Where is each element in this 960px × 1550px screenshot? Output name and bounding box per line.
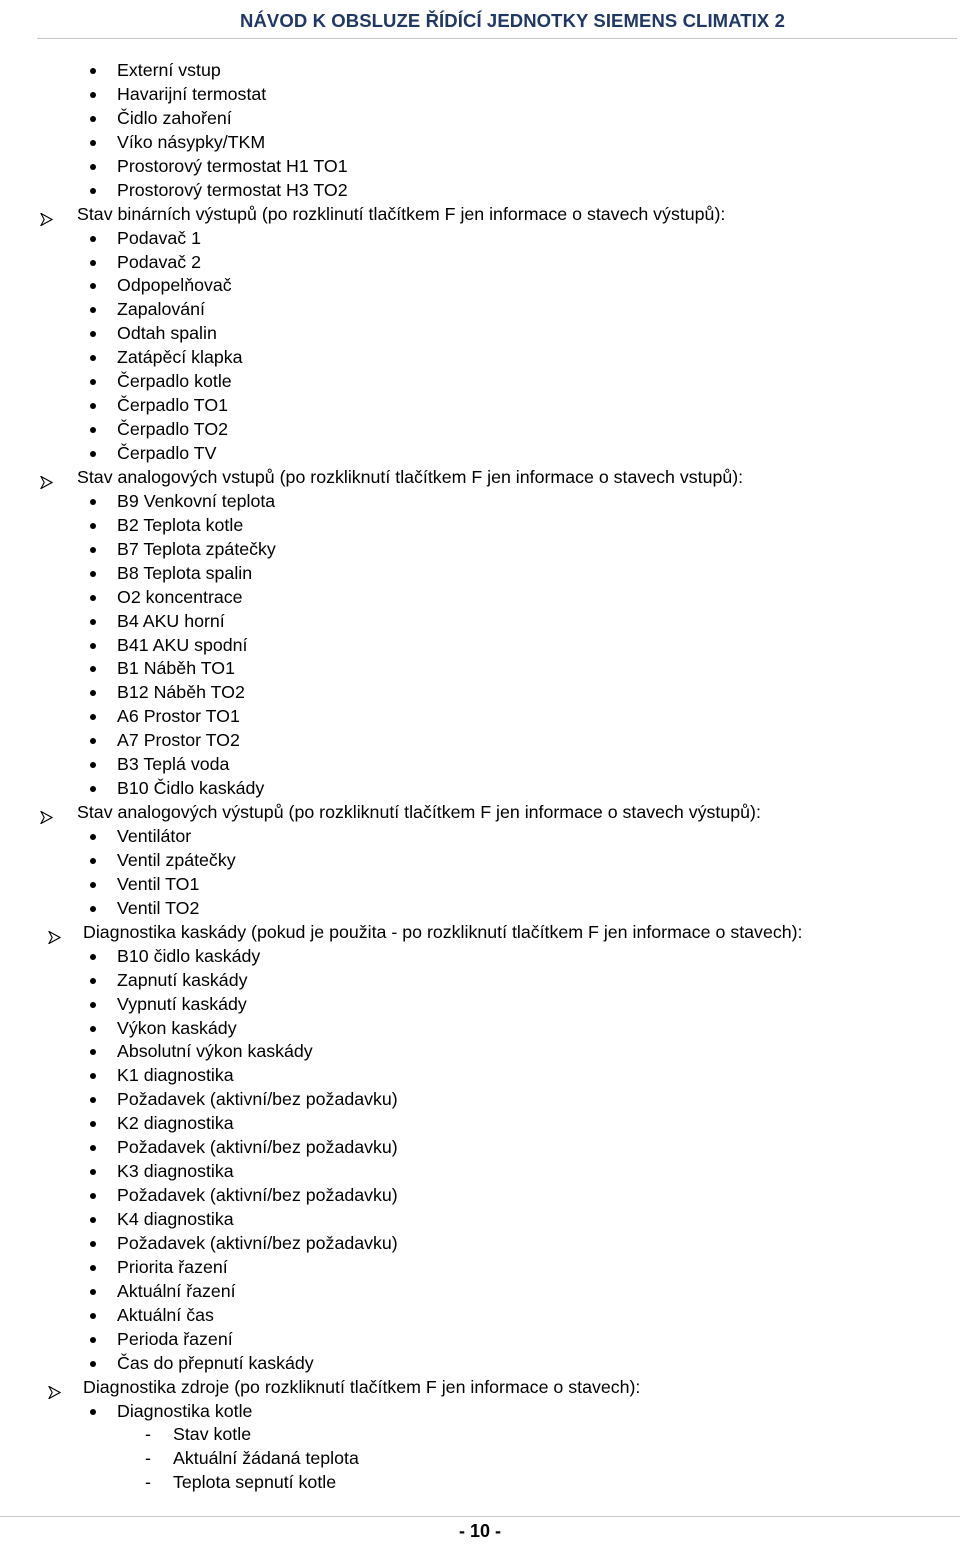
item-text: Podavač 1 — [117, 227, 202, 248]
bullet-icon — [90, 523, 96, 529]
bullet-icon — [90, 1217, 96, 1223]
item-text: Zapalování — [117, 299, 205, 320]
item-text: B41 AKU spodní — [117, 634, 248, 655]
item-text: K1 diagnostika — [117, 1065, 234, 1086]
item-text: Požadavek (aktivní/bez požadavku) — [117, 1185, 398, 1206]
item-text: Ventil TO2 — [117, 897, 200, 918]
list-item — [0, 753, 960, 777]
item-text: Podavač 2 — [117, 251, 202, 272]
item-text: Stav analogových vstupů (po rozkliknutí tlačítkem F jen informace o stavech vstupů): — [77, 466, 744, 487]
list-item — [0, 610, 960, 634]
page-header — [37, 8, 957, 39]
list-item — [0, 131, 960, 155]
list-item — [0, 490, 960, 514]
page-footer — [0, 1516, 960, 1550]
list-item — [0, 179, 960, 203]
bullet-icon — [90, 595, 96, 601]
bullet-icon — [90, 738, 96, 744]
bullet-icon — [90, 188, 96, 194]
bullet-icon — [90, 116, 96, 122]
bullet-icon — [90, 427, 96, 433]
item-text: Vypnutí kaskády — [117, 993, 247, 1014]
item-text: A6 Prostor TO1 — [117, 706, 240, 727]
sub-list-item — [0, 1471, 960, 1495]
list-item — [0, 227, 960, 251]
bullet-icon — [90, 858, 96, 864]
section-heading — [0, 466, 960, 490]
item-text: Čerpadlo TO1 — [117, 395, 229, 416]
list-item — [0, 1304, 960, 1328]
list-item — [0, 681, 960, 705]
bullet-icon — [90, 1313, 96, 1319]
list-item — [0, 251, 960, 275]
list-item — [0, 394, 960, 418]
list-item — [0, 1136, 960, 1160]
item-text: K3 diagnostika — [117, 1161, 234, 1182]
bullet-icon — [90, 762, 96, 768]
section-heading — [0, 1376, 960, 1400]
document-content — [0, 59, 960, 1495]
item-text: Prostorový termostat H3 TO2 — [117, 179, 348, 200]
item-text: Čas do přepnutí kaskády — [117, 1352, 314, 1373]
item-text: Perioda řazení — [117, 1328, 233, 1349]
item-text: Havarijní termostat — [117, 83, 267, 104]
bullet-icon — [90, 164, 96, 170]
item-text: K4 diagnostika — [117, 1209, 234, 1229]
list-item — [0, 969, 960, 993]
item-text: Diagnostika kaskády (pokud je použita - po rozkliknutí tlačítkem F jen informace o stavech): — [83, 921, 803, 942]
section-heading — [0, 203, 960, 227]
bullet-icon — [90, 1241, 96, 1247]
bullet-icon — [90, 786, 96, 792]
list-item — [0, 945, 960, 969]
bullet-icon — [90, 355, 96, 361]
item-text: B2 Teplota kotle — [117, 514, 244, 535]
list-item — [0, 274, 960, 298]
list-item — [0, 993, 960, 1017]
item-text: Externí vstup — [117, 60, 221, 80]
item-text: B12 Náběh TO2 — [117, 682, 245, 703]
list-item — [0, 298, 960, 322]
bullet-icon — [90, 92, 96, 98]
item-text: Teplota sepnutí kotle — [173, 1472, 337, 1493]
bullet-icon — [90, 451, 96, 457]
bullet-icon — [90, 1289, 96, 1295]
bullet-icon — [90, 1361, 96, 1367]
list-item — [0, 849, 960, 873]
sub-list-item — [0, 1423, 960, 1447]
list-item — [0, 1328, 960, 1352]
item-text: Aktuální žádaná teplota — [173, 1448, 359, 1469]
item-text: Ventil zpátečky — [117, 849, 236, 870]
item-text: Požadavek (aktivní/bez požadavku) — [117, 1232, 398, 1253]
list-item — [0, 1112, 960, 1136]
bullet-icon — [90, 690, 96, 696]
list-item — [0, 107, 960, 131]
list-item — [0, 59, 960, 83]
list-item — [0, 825, 960, 849]
bullet-icon — [90, 379, 96, 385]
list-item — [0, 657, 960, 681]
bullet-icon — [90, 834, 96, 840]
bullet-icon — [90, 666, 96, 672]
bullet-icon — [90, 1337, 96, 1343]
list-item — [0, 1280, 960, 1304]
item-text: B7 Teplota zpátečky — [117, 538, 276, 559]
list-item — [0, 155, 960, 179]
list-item — [0, 514, 960, 538]
bullet-icon — [90, 643, 96, 649]
item-text: O2 koncentrace — [117, 586, 243, 607]
bullet-icon — [90, 1049, 96, 1055]
bullet-icon — [90, 714, 96, 720]
list-item — [0, 370, 960, 394]
item-text: Ventil TO1 — [117, 873, 200, 894]
bullet-icon — [90, 1193, 96, 1199]
list-item — [0, 897, 960, 921]
item-text: Stav kotle — [173, 1424, 252, 1445]
item-text: Odpopelňovač — [117, 275, 232, 296]
bullet-icon — [90, 1169, 96, 1175]
item-text: B1 Náběh TO1 — [117, 658, 235, 679]
bullet-icon — [90, 1097, 96, 1103]
dash-bullet-icon: - — [145, 1424, 151, 1445]
list-item — [0, 562, 960, 586]
document-title: NÁVOD K OBSLUZE ŘÍDÍCÍ JEDNOTKY SIEMENS CLIMATIX 2 — [240, 10, 785, 31]
item-text: Prostorový termostat H1 TO1 — [117, 155, 348, 176]
bullet-icon — [90, 331, 96, 337]
item-text: Výkon kaskády — [117, 1017, 237, 1038]
bullet-icon — [90, 571, 96, 577]
item-text: Aktuální řazení — [117, 1280, 236, 1301]
list-item — [0, 1184, 960, 1208]
page-number: - 10 - — [458, 1521, 501, 1541]
list-item — [0, 1352, 960, 1376]
item-text: Ventilátor — [117, 826, 192, 846]
item-text: Víko násypky/TKM — [117, 131, 266, 152]
list-item — [0, 322, 960, 346]
list-item — [0, 873, 960, 897]
list-item — [0, 1208, 960, 1232]
item-text: Požadavek (aktivní/bez požadavku) — [117, 1089, 398, 1110]
item-text: A7 Prostor TO2 — [117, 730, 240, 751]
list-item — [0, 705, 960, 729]
list-item — [0, 83, 960, 107]
list-item — [0, 1088, 960, 1112]
bullet-icon — [90, 954, 96, 960]
bullet-icon — [90, 307, 96, 313]
item-text: Absolutní výkon kaskády — [117, 1041, 313, 1062]
list-item — [0, 1256, 960, 1280]
bullet-icon — [90, 906, 96, 912]
item-text: Čerpadlo kotle — [117, 371, 232, 392]
list-item — [0, 1400, 960, 1424]
item-text: Požadavek (aktivní/bez požadavku) — [117, 1137, 398, 1158]
item-text: B9 Venkovní teplota — [117, 490, 276, 511]
bullet-icon — [90, 1002, 96, 1008]
dash-bullet-icon: - — [145, 1448, 151, 1469]
list-item — [0, 418, 960, 442]
list-item — [0, 442, 960, 466]
dash-bullet-icon: - — [145, 1472, 151, 1493]
item-text: Stav analogových výstupů (po rozkliknutí tlačítkem F jen informace o stavech výstupů): — [77, 802, 761, 823]
bullet-icon — [90, 499, 96, 505]
item-text: B10 Čidlo kaskády — [117, 778, 265, 799]
item-text: Diagnostika kotle — [117, 1400, 253, 1421]
bullet-icon — [90, 882, 96, 888]
section-heading — [0, 801, 960, 825]
bullet-icon — [90, 1121, 96, 1127]
bullet-icon — [90, 547, 96, 553]
list-item — [0, 1064, 960, 1088]
bullet-icon — [90, 1026, 96, 1032]
bullet-icon — [90, 68, 96, 74]
list-item — [0, 729, 960, 753]
list-item — [0, 1232, 960, 1256]
item-text: B4 AKU horní — [117, 610, 225, 631]
section-heading — [0, 921, 960, 945]
bullet-icon — [90, 1073, 96, 1079]
list-item — [0, 777, 960, 801]
list-item — [0, 634, 960, 658]
bullet-icon — [90, 978, 96, 984]
item-text: Aktuální čas — [117, 1304, 214, 1325]
item-text: Odtah spalin — [117, 323, 217, 344]
bullet-icon — [90, 1409, 96, 1415]
bullet-icon — [90, 283, 96, 289]
item-text: Priorita řazení — [117, 1256, 228, 1277]
item-text: Diagnostika zdroje (po rozkliknutí tlačítkem F jen informace o stavech): — [83, 1376, 641, 1397]
item-text: B3 Teplá voda — [117, 754, 230, 775]
item-text: Zapnutí kaskády — [117, 969, 248, 990]
item-text: Čidlo zahoření — [117, 107, 232, 128]
bullet-icon — [90, 1145, 96, 1151]
sub-list-item — [0, 1447, 960, 1471]
bullet-icon — [90, 1265, 96, 1271]
bullet-icon — [90, 619, 96, 625]
list-item — [0, 1017, 960, 1041]
item-text: Čerpadlo TV — [117, 443, 217, 463]
item-text: B8 Teplota spalin — [117, 562, 253, 583]
item-text: Zatápěcí klapka — [117, 347, 243, 368]
list-item — [0, 1040, 960, 1064]
bullet-icon — [90, 140, 96, 146]
bullet-icon — [90, 236, 96, 242]
list-item — [0, 538, 960, 562]
item-text: B10 čidlo kaskády — [117, 945, 261, 966]
list-item — [0, 346, 960, 370]
bullet-icon — [90, 403, 96, 409]
item-text: Stav binárních výstupů (po rozklinutí tlačítkem F jen informace o stavech výstupů): — [77, 203, 726, 224]
list-item — [0, 1160, 960, 1184]
item-text: K2 diagnostika — [117, 1113, 234, 1134]
item-text: Čerpadlo TO2 — [117, 419, 229, 440]
bullet-icon — [90, 260, 96, 266]
list-item — [0, 586, 960, 610]
